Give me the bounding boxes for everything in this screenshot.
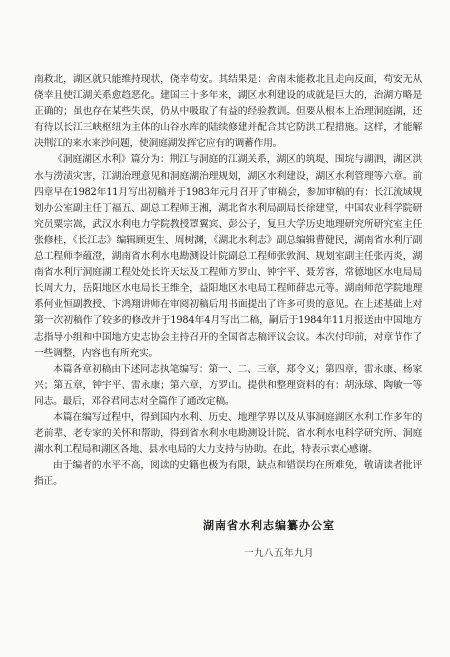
- paragraph-chapter-overview: 《洞庭湖区水利》篇分为：荆江与洞庭的江湖关系，湖区的筑堤、围垸与湖泗，湖区洪水与涝渍灾害，江湖治理意见和洞庭湖治理规划，湖区水利建设，湖区水利管理等六章。前四章早在1982年11月写出初稿并于1983年元月召开了审稿会，参加审稿的有：长江流域规划办公室副主任丁福五、副总工程师王湘，湖北省水利局副局长徐建堂，中国农业科学院研究员粟宗嵩，武汉水利电力学院教授罩翼宾、彭公子，复旦大学历史地理研究所研究室主任张修桂，《长江志》编辑顾更生、周树渊，《湖北水利志》副总编辑曹健民，湖南省水利厅副总工程师李蕴澄，湖南省水利水电勘测设计院副总工程师张敦润、规划室副主任张丙炎，湖南省水利厅洞庭湖工程处处长许天坛及工程师方罗山、钟宇平、聂芳容，常德地区水电局局长周大力，岳阳地区水电局长王维全，益阳地区水电局工程师薛忠元等。湖南师范学院地理系何业恒副教授、卞鸿翔讲师在审阅初稿后用书面提出了许多可贵的意见。在上述基础上对第一次初稿作了较多的修改并于1984年4月写出二稿，嗣后于1984年11月报送由中国地方志指导小组和中国地方史志协会主持召开的全国省志稿评议会议。本次付印前，对章节作了一些调整，内容也有所充实。: [34, 154, 422, 359]
- signature-date: 一九八五年九月: [243, 548, 314, 559]
- paragraph-acknowledgements: 本篇在编写过程中，得到国内水利、历史、地理学界以及从事洞庭湖区水利工作多年的老前辈、老专家的关怀和帮助，得到省水利水电勘测设计院、省水利水电科学研究所、洞庭湖水利工程局和湖区各地、县水电局的大力支持与协助。在此，特表示衷心感谢。: [34, 411, 422, 456]
- paragraph-continuation: 南救北，湖区就只能维持现状，侥幸苟安。其结果是：舍南未能救北且走向反面，苟安无从侥幸且使江湖关系愈趋恶化。建国三十多年来，湖区水利建设的成就是巨大的，治湖方略是正确的；虽也存在某些失误，仍从中吸取了有益的经验教训。但要从根本上治理洞庭湖，还有待以长江三峡枢纽为主体的山谷水库的陆续修建并配合其它防洪工程措施。这样，才能解决荆江的来水来沙问题，使洞庭湖发挥它应有的调蓄作用。: [34, 74, 422, 150]
- signature-organization: 湖南省水利志编纂办公室: [203, 519, 335, 532]
- paragraph-disclaimer: 由于编者的水平不高，阅读的史籍也极为有限，缺点和错误均在所难免，敬请读者批评指正。: [34, 460, 422, 488]
- document-body: [34, 72, 422, 490]
- paragraph-authors: 本篇各章初稿由下述同志执笔编写：第一、二、三章，郑令义；第四章，雷永康、杨家兴；第五章，钟宇平、雷永康；第六章，方罗山。提供和整理资料的有：胡泳球、陶敏一等同志。最后，邓谷君同志对全篇作了通改定稿。: [34, 363, 422, 407]
